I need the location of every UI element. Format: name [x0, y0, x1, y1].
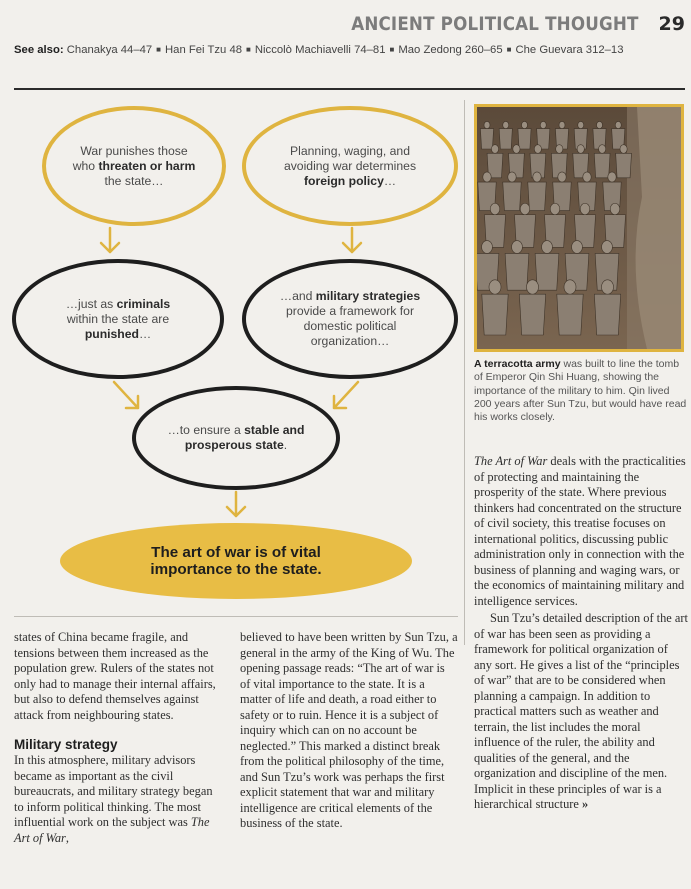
- paragraph: believed to have been written by Sun Tzu, a general in the army of the King of Wu. The opening passage reads: “The art of war is of vital importance to the state. It is a matter of life and death, a road either to safety or to ruin. Hence it is a subject of inquiry which can on no account be neglected.” This marked a distinct break from the political philosophy of the time, and Sun Tzu’s work was perhaps the first explicit statement that war and military intelligence are critical elements of the business of the state.: [240, 630, 458, 830]
- diagram-node-art-of-war: The art of war is of vital importance to the state.: [60, 523, 412, 599]
- terracotta-army-photo: [474, 104, 684, 352]
- see-also-bar: [14, 44, 684, 56]
- bullet-separator: ■: [389, 45, 395, 54]
- see-also-link[interactable]: Niccolò Machiavelli 74–81: [254, 44, 386, 56]
- page-number: 29: [658, 13, 685, 35]
- bullet-separator: ■: [246, 45, 251, 54]
- diagram-node-war-punishes: War punishes those who threaten or harm the state…: [42, 106, 226, 226]
- body-column-1: [14, 630, 224, 846]
- body-column-3: [474, 454, 688, 813]
- see-also-link[interactable]: Chanakya 44–47: [66, 44, 153, 56]
- paragraph: Sun Tzu’s detailed description of the art of war has been seen as providing a framework for political organization of any sort. He gives a list of the “principles of war” that are to be considered when planning a campaign. In addition to practical matters such as weather and terrain, the list includes the moral influence of the ruler, the ability and qualities of the general, and the organization and discipline of the men. Implicit in these principles of war is a hierarchical structure »: [474, 611, 688, 811]
- body-column-2: [240, 630, 458, 832]
- arrow-down-icon: [222, 490, 250, 520]
- paragraph: In this atmosphere, military advisors became as important as the civil bureaucrats, and military strategy began to inform political thinking. The most influential work on the subject was The Art of War,: [14, 753, 213, 845]
- arrow-diagonal-icon: [326, 378, 362, 414]
- section-title: ANCIENT POLITICAL THOUGHT: [351, 13, 639, 35]
- see-also-link[interactable]: Han Fei Tzu 48: [165, 44, 243, 56]
- header-rule: [14, 88, 685, 90]
- photo-caption: A terracotta army was built to line the tomb of Emperor Qin Shi Huang, showing the importance of the military to him. Qin lived 200 years after Sun Tzu, but would have read his works closely.: [474, 358, 687, 424]
- diagram-node-military-strategies: …and military strategies provide a framework for domestic political organization…: [242, 259, 458, 379]
- diagram-node-criminals-punished: …just as criminals within the state are punished…: [12, 259, 224, 379]
- diagram-node-foreign-policy: Planning, waging, and avoiding war determines foreign policy…: [242, 106, 458, 226]
- arrow-down-icon: [338, 226, 366, 256]
- continue-arrow-icon: »: [582, 797, 589, 811]
- column-divider: [464, 100, 465, 645]
- bullet-separator: ■: [506, 45, 512, 54]
- diagram-bottom-rule: [14, 616, 458, 617]
- paragraph: The Art of War deals with the practicalities of protecting and maintaining the prosperity of the state. Where previous thinkers had concentrated on the structure of civil society, this treatise focuses on international politics, discussing public administration only in connection with the business of planning and waging wars, or the economics of maintaining military and intelligence services.: [474, 454, 686, 608]
- subheading-military-strategy: Military strategy: [14, 737, 118, 752]
- diagram-node-stable-state: …to ensure a stable and prosperous state.: [132, 386, 340, 490]
- see-also-label: See also:: [14, 44, 64, 56]
- terracotta-army-image: [477, 107, 681, 349]
- see-also-link[interactable]: Mao Zedong 260–65: [398, 44, 503, 56]
- see-also-link[interactable]: Che Guevara 312–13: [515, 44, 624, 56]
- arrow-diagonal-icon: [110, 378, 146, 414]
- bullet-separator: ■: [156, 45, 162, 54]
- paragraph: states of China became fragile, and tensions between them increased as the population grew. Rulers of the states not only had to manage their internal affairs, but also to defend themselves against attack from neighbouring states.: [14, 630, 216, 722]
- arrow-down-icon: [96, 226, 124, 256]
